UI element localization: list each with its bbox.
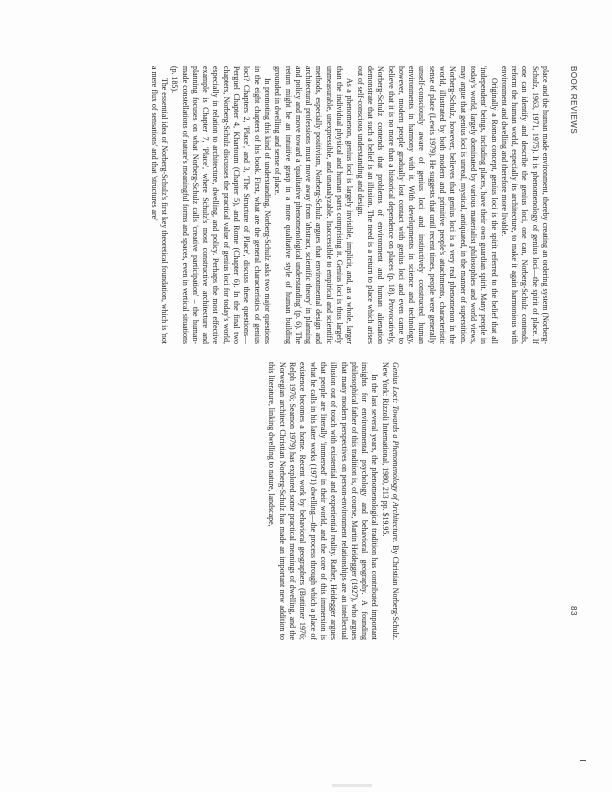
paragraph: The essential idea of Norberg-Schulz's first key theoretical foundation, which is 'not a mere flux of sensations' and that 'structures are' bbox=[149, 66, 170, 344]
review-heading bbox=[379, 362, 400, 640]
scan-edge-mark bbox=[332, 784, 372, 787]
book-byline: By Christian Norberg-Schulz. New York: Rizzoli International, 1980, 213 pp. $19.95. bbox=[380, 362, 400, 640]
text-column-continued bbox=[40, 66, 550, 344]
paragraph: place and the human made environment, thereby creating an ordering system (Norberg-Schulz, 1963, 1971, 1975). It is phenomenology of genius loci—the spirit of place. If one can identify and describe the genius loci, one can, Norberg-Schulz contends, reform the human world, especially its architecture, to make it again harmonious with environment and dwelling and therefore more livable. bbox=[499, 66, 550, 344]
paragraph: In promoting this kind of understanding, Norberg-Schulz asks two major questions in the eight chapters of his book. First, what are the general characteristics of genius loci? Chapters 2, 'Place', and 3, 'The Structure of Place', discuss these questions—Perguel Chapter 4, Khartoum (Chapter 5), and Rome (Chapter 6). In the final two chapters, Norberg-Schulz discusses the practical value of genius loci for today's world, especially in relation to architecture, dwelling, and policy. Perhaps the most effective example is Chapter 7, 'Place', where Schulz's most constructive architecture and planning focuses on what Norberg-Schulz calls 'creative participation' – the human-made constellations of nature's meaningful forms and spaces, even in vertical situations (p. 185). bbox=[170, 66, 272, 344]
paragraph: In the last several years, the phenomenological tradition has contributed important insights for environmental psychology and behavioral geography. A founding philosophical father of this tradition is, of course, Martin Heidegger (1927), who argues that many modern perspectives on person-environment relationships are an intellectual illusion out of touch with existential and experiential reality. Rather, Heidegger argues that people are literally 'immersed' in their world, and the core of this immersion is what he calls in his later works (1971) dwelling—the process through which a place of existence becomes a home. Recent work by behavioral geographers (Buttimer 1976; Relph 1976; Seamon 1979) has explored some practical meanings of dwelling, and the Norwegian architect Christian Norberg-Schulz has made an important new addition to this literature, linking dwelling to nature, landscape, bbox=[267, 362, 380, 640]
top-spacer bbox=[400, 362, 550, 640]
running-header bbox=[564, 66, 578, 626]
margin-tick bbox=[580, 760, 586, 761]
paragraph: As a phenomenon, genius loci is largely invisible, implicit, and, as a whole, larger than the individual physical and human parts comprising it. Genius loci is thus largely unmeasurable, unexpressible, and unanalyzable. Inaccessible to empirical and scientific methods, especially positivism, Norberg-Schulz argues that environmental design and architectural professions must move away from 'abstract, scientific theory' in planning and policy and move toward a 'qualitative phenomenological understanding' (p. 6). The return might be an intuitive grasp in a more qualitative style of human building grounded in dwelling and sense of place. bbox=[273, 66, 355, 344]
paragraph: Originally a Roman concept, genius loci is the spirit referred to the belief that all 'independent' beings, including places, have their own guardian spirit. Many people in today's world, largely dominated by various materialist philosophies and world views, may argue that genius loci is unreal, mystical, antiquated, in the manner of superstition. Norberg-Schulz, however, believes that genius loci is a very real phenomenon in the world, illustrated by both modern and primitive people's attachments, characteristic sense of place (Lewis 1979). He suggests that until recent times, people were generally unself-consciously aware of genius loci and instinctively constructed human environments in harmony with it. With developments in science and technology, however, modern people gradually lost contact with genius loci and even came to believe that it is no more than a historical dependence on places (p. 18). Provocatively, Norberg-Schulz contends that problems of environment and human alienation demonstrate that such a belief is an illusion. The need is a return to place which arises out of self-conscious understanding and design. bbox=[355, 66, 499, 344]
text-column-review-start bbox=[40, 362, 550, 640]
running-title: BOOK REVIEWS bbox=[569, 66, 578, 135]
book-title: Genius Loci: Towards a Phenomenology of Architecture. bbox=[391, 362, 400, 543]
page-number: 83 bbox=[569, 606, 578, 616]
